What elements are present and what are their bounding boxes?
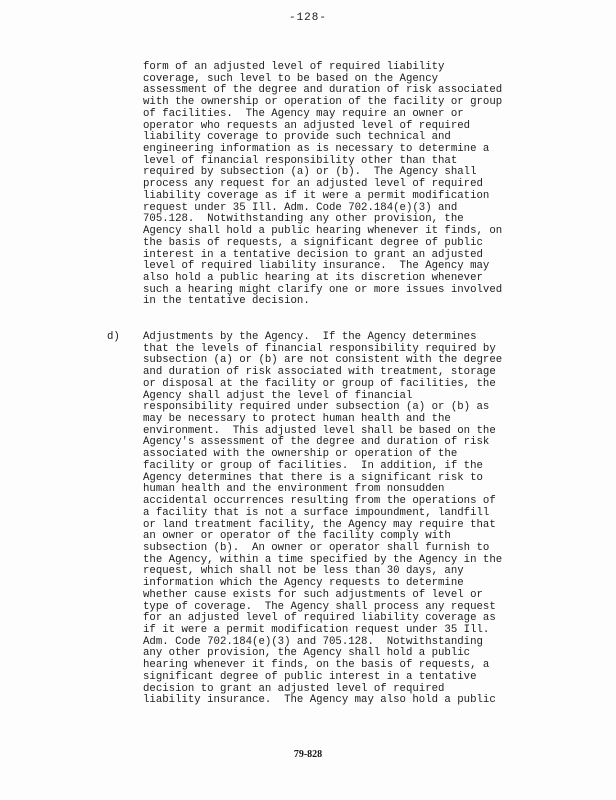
page-number-top: -128- xyxy=(288,12,327,24)
subsection-d-paragraph: Adjustments by the Agency. If the Agency determines that the levels of financial responsibility required by subsection (a) or (b) are not consistent with the degree and duration of risk associated with treatment, storage or disposal at the facility or group of facilities, the Agency shall adjust the level of financial responsibility required under subsection (a) or (b) as may be necessary to protect human health and the environment. This adjusted level shall be based on the Agency's assessment of the degree and duration of risk associated with the ownership or operation of the facility or group of facilities. In addition, if the Agency determines that there is a significant risk to human health and the environment from nonsudden accidental occurrences resulting from the operations of a facility that is not a surface impoundment, landfill or land treatment facility, the Agency may require that an owner or operator of the facility comply with subsection (b). An owner or operator shall furnish to the Agency, within a time specified by the Agency in the request, which shall not be less than 30 days, any information which the Agency requests to determine whether cause exists for such adjustments of level or type of coverage. The Agency shall process any request for an adjusted level of required liability coverage as if it were a permit modification request under 35 Ill. Adm. Code 702.184(e)(3) and 705.128. Notwithstanding any other provision, the Agency shall hold a public hearing whenever it finds, on the basis of requests, a significant degree of public interest in a tentative decision to grant an adjusted level of required liability insurance. The Agency may also hold a public xyxy=(143,331,503,707)
continuation-paragraph: form of an adjusted level of required liability coverage, such level to be based on the Agency assessment of the degree and duration of risk associated with the ownership or operation of the facility or group of facilities. The Agency may require an owner or operator who requests an adjusted level of required liability coverage to provide such technical and engineering information as is necessary to determine a level of financial responsibility other than that required by subsection (a) or (b). The Agency shall process any request for an adjusted level of required liability coverage as if it were a permit modification request under 35 Ill. Adm. Code 702.184(e)(3) and 705.128. Notwithstanding any other provision, the Agency shall hold a public hearing whenever it finds, on the basis of requests, a significant degree of public interest in a tentative decision to grant an adjusted level of required liability insurance. The Agency may also hold a public hearing at its discretion whenever such a hearing might clarify one or more issues involved in the tentative decision. xyxy=(143,61,503,308)
page-number-bottom: 79-828 xyxy=(293,749,323,760)
subsection-d-label: d) xyxy=(107,331,120,343)
